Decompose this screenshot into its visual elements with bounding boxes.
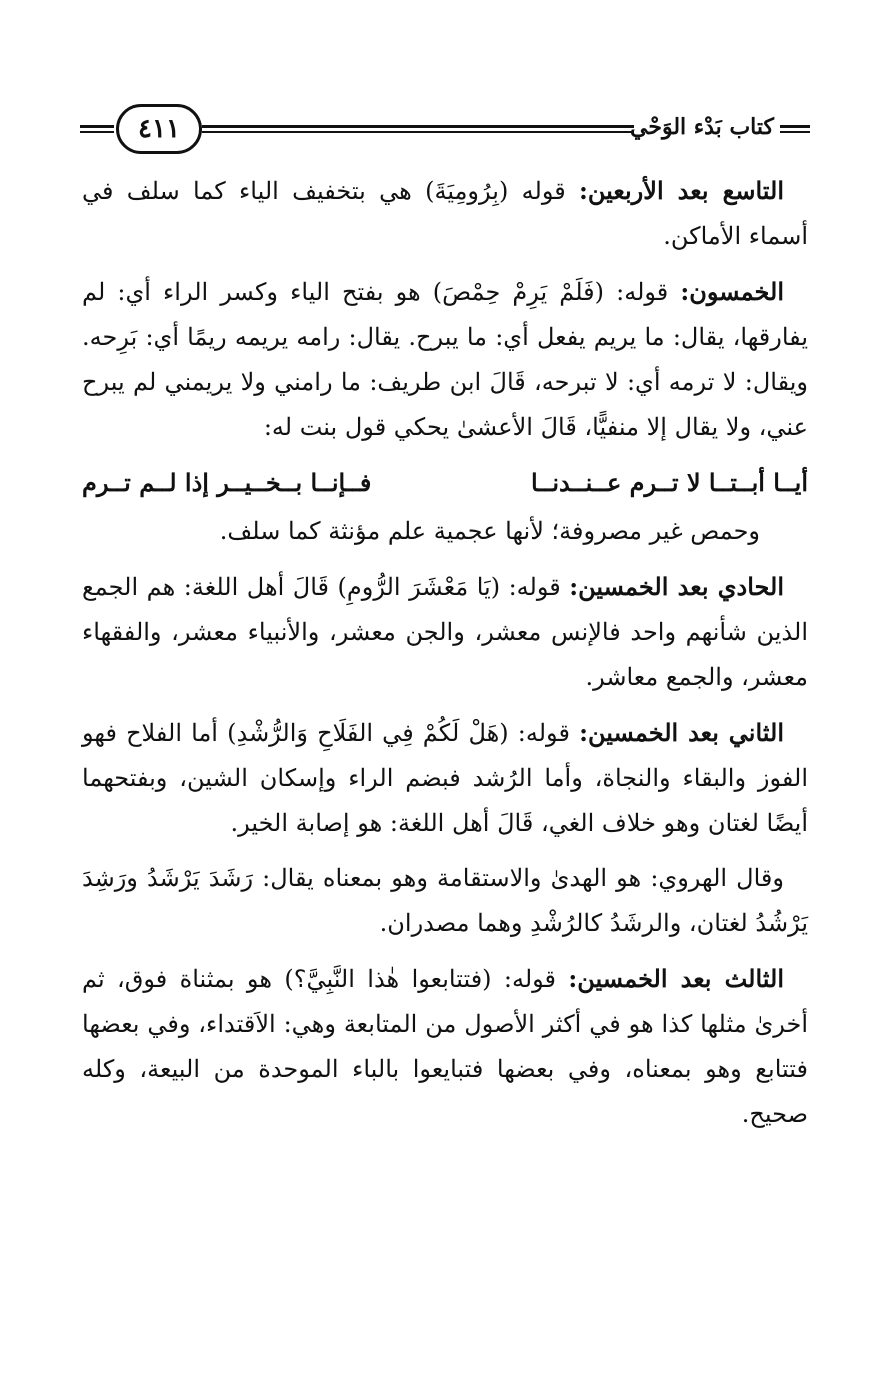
poetry-verse bbox=[82, 460, 808, 505]
paragraph-term: الحادي بعد الخمسين: bbox=[569, 572, 785, 601]
verse-second-hemistich: فــإنــا بــخــيــر إذا لــم تــرم bbox=[82, 468, 372, 497]
header-rule-middle bbox=[202, 125, 634, 135]
paragraph-50 bbox=[82, 269, 808, 450]
paragraph-text: قوله: (فَلَمْ يَرِمْ حِمْصَ) هو بفتح الياء وكسر الراء أي: لم يفارقها، يقال: ما يريم يفعل أي: ما يبرح. يقال: رامه يريمه ريمًا أي: بَرِحه. ويقال: لا ترمه أي: لا تبرحه، قَالَ ابن طريف: ما رامني ولا يريمني لم يبرح عني، ولا يقال إلا منفيًّا، قَالَ الأعشىٰ يحكي قول بنت له: bbox=[82, 278, 808, 441]
header-rule-left bbox=[80, 125, 114, 135]
page-header bbox=[80, 100, 810, 160]
page-number: ٤١١ bbox=[116, 104, 202, 154]
verse-first-hemistich: أيــا أبــتــا لا تــرم عــنــدنــا bbox=[530, 468, 808, 497]
page-body bbox=[82, 168, 808, 1147]
paragraph-52 bbox=[82, 710, 808, 846]
paragraph-text: قوله: (هَلْ لَكُمْ فِي الفَلَاحِ وَالرُّشْدِ) أما الفلاح فهو الفوز والبقاء والنجاة، وأما الرُشد فبضم الراء وإسكان الشين، وبفتحهما أيضًا لغتان وهو خلاف الغي، قَالَ أهل اللغة: هو إصابة الخير. bbox=[82, 719, 808, 837]
paragraph-53 bbox=[82, 956, 808, 1137]
paragraph-text: قوله: (فتتابعوا هٰذا النَّبِيَّ؟) هو بمثناة فوق، ثم أخرىٰ مثلها كذا هو في أكثر الأصول من المتابعة وهي: الاَقتداء، وفي بعضها فتتابع وهو بمعناه، وفي بعضها فتبايعوا بالباء الموحدة من البيعة، وكله صحيح. bbox=[82, 965, 808, 1128]
paragraph-text: قوله: (يَا مَعْشَرَ الرُّومِ) قَالَ أهل اللغة: هم الجمع الذين شأنهم واحد فالإنس معشر، والجن معشر، والأنبياء معشر، والفقهاء معشر، والجمع معاشر. bbox=[82, 573, 808, 691]
header-rule-right bbox=[780, 125, 810, 135]
paragraph-term: الثاني بعد الخمسين: bbox=[579, 718, 785, 747]
paragraph-term: الخمسون: bbox=[680, 277, 784, 306]
header-title: كتاب بَدْء الوَحْي bbox=[630, 114, 774, 140]
paragraph-49 bbox=[82, 168, 808, 259]
paragraph-term: الثالث بعد الخمسين: bbox=[568, 964, 784, 993]
paragraph-text: وقال الهروي: هو الهدىٰ والاستقامة وهو بمعناه يقال: رَشَدَ يَرْشَدُ ورَشِدَ يَرْشُدُ لغتان، والرشَدُ كالرُشْدِ وهما مصدران. bbox=[82, 864, 808, 937]
paragraph-harawi bbox=[82, 856, 808, 946]
paragraph-term: التاسع بعد الأربعين: bbox=[579, 176, 784, 205]
paragraph-51 bbox=[82, 564, 808, 700]
paragraph-text: قوله (بِرُومِيَةَ) هي بتخفيف الياء كما سلف في أسماء الأماكن. bbox=[82, 177, 808, 250]
paragraph-after-verse: وحمص غير مصروفة؛ لأنها عجمية علم مؤنثة كما سلف. bbox=[219, 517, 760, 545]
